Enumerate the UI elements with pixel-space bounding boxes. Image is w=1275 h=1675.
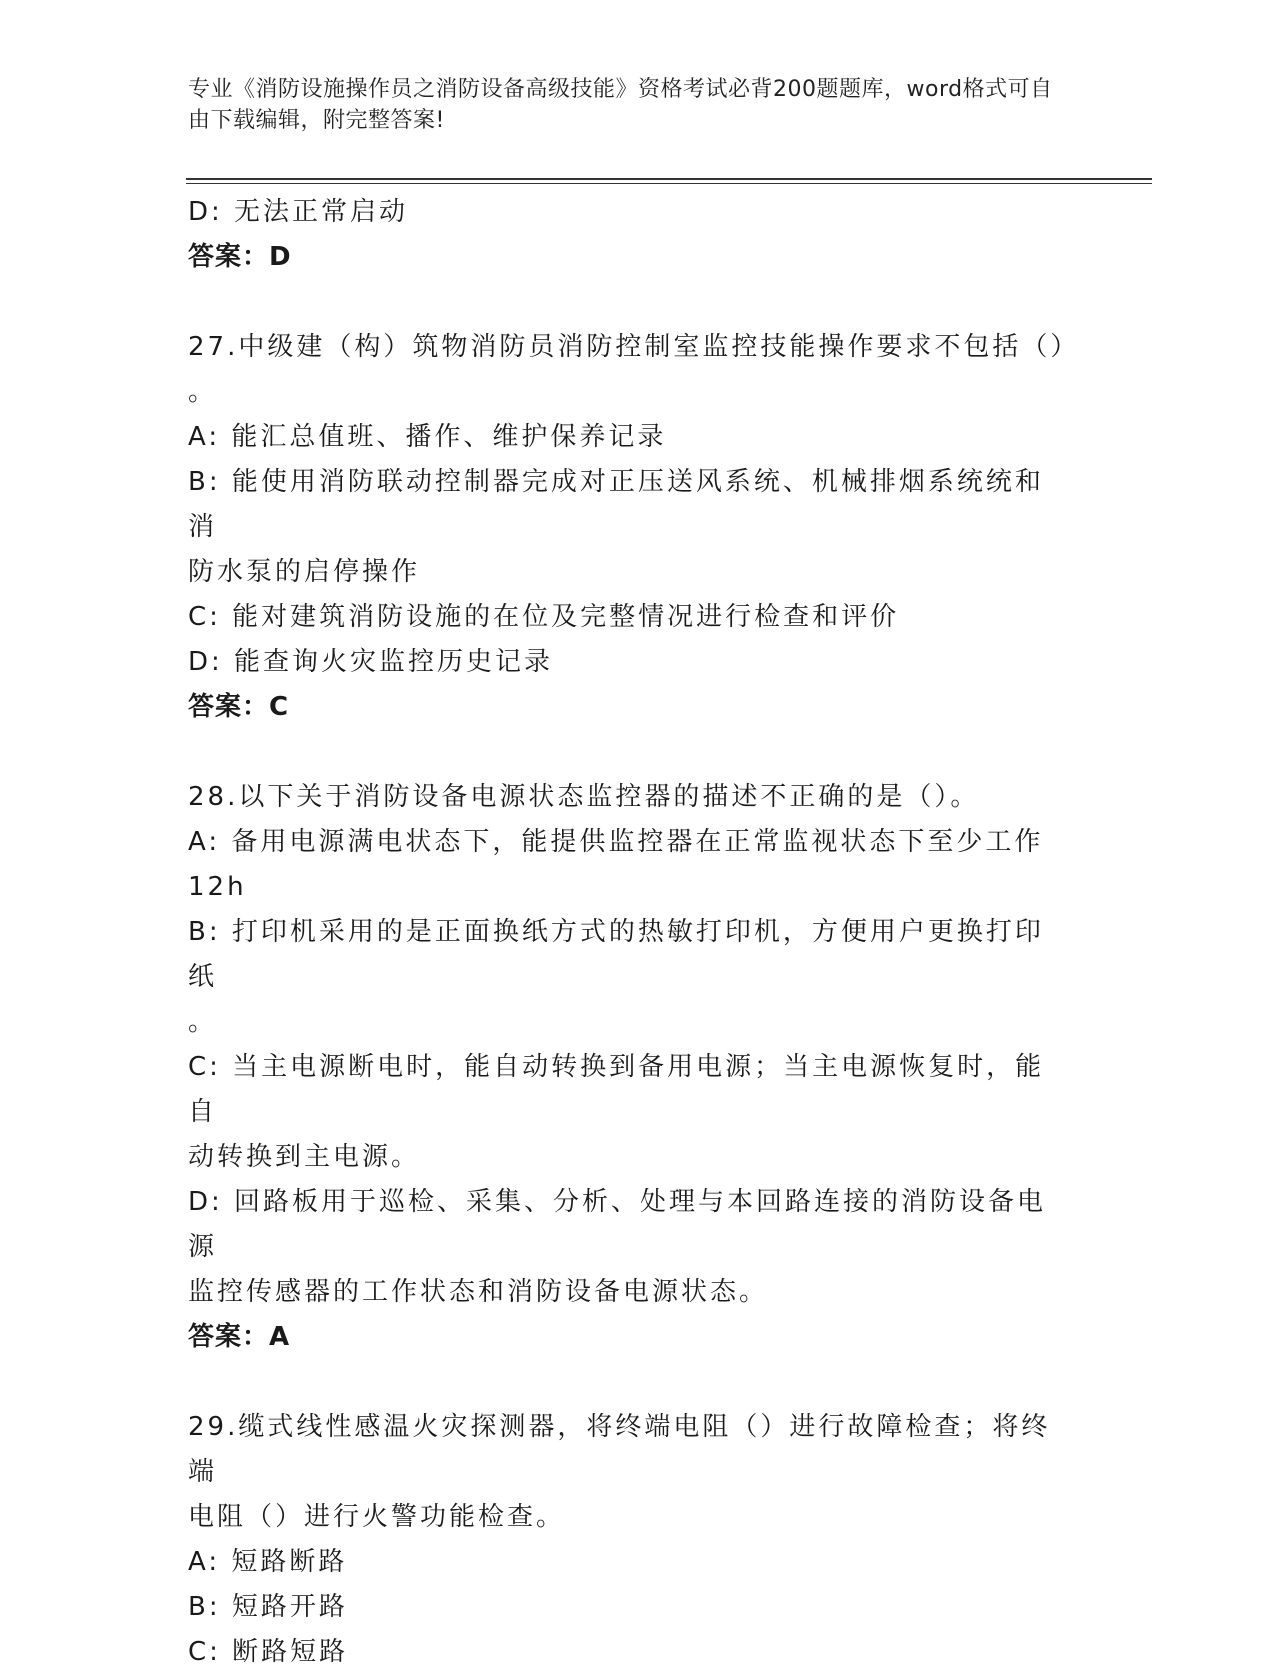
question-stem-continued: 电阻（）进行火警功能检查。	[188, 1502, 566, 1532]
question-stem: 27.中级建（构）筑物消防员消防控制室监控技能操作要求不包括（）	[188, 332, 1080, 362]
option-a-continued: 12h	[188, 872, 247, 902]
answer-line: 答案：D	[188, 242, 292, 272]
question-stem-continued: 。	[188, 377, 218, 407]
option-c-continued: 动转换到主电源。	[188, 1142, 421, 1172]
option-c: C: 能对建筑消防设施的在位及完整情况进行检查和评价	[188, 602, 900, 632]
answer-line: 答案：A	[188, 1322, 291, 1352]
option-a: A: 短路断路	[188, 1547, 348, 1577]
option-a: A: 备用电源满电状态下，能提供监控器在正常监视状态下至少工作	[188, 827, 1044, 857]
option-b: B: 打印机采用的是正面换纸方式的热敏打印机，方便用户更换打印纸	[188, 917, 1044, 992]
answer-line: 答案：C	[188, 692, 290, 722]
question-stem: 29.缆式线性感温火灾探测器，将终端电阻（）进行故障检查；将终端	[188, 1412, 1051, 1487]
option-b: B: 能使用消防联动控制器完成对正压送风系统、机械排烟系统统和消	[188, 467, 1044, 542]
question-27	[188, 325, 1080, 730]
option-d: D: 回路板用于巡检、采集、分析、处理与本回路连接的消防设备电源	[188, 1187, 1047, 1262]
option-b: B: 短路开路	[188, 1592, 348, 1622]
option-c: C: 断路短路	[188, 1637, 349, 1667]
option-d: D: 无法正常启动	[188, 197, 409, 227]
option-c: C: 当主电源断电时，能自动转换到备用电源；当主电源恢复时，能自	[188, 1052, 1045, 1127]
header-divider-thick	[186, 178, 1152, 180]
option-d-continued: 监控传感器的工作状态和消防设备电源状态。	[188, 1277, 769, 1307]
document-body	[188, 190, 1080, 1675]
header-divider-thin	[186, 183, 1152, 184]
question-stem: 28.以下关于消防设备电源状态监控器的描述不正确的是（）。	[188, 782, 980, 812]
option-d: D: 能查询火灾监控历史记录	[188, 647, 554, 677]
option-b-continued: 防水泵的启停操作	[188, 557, 421, 587]
question-gap	[188, 280, 1068, 325]
question-28	[188, 775, 1068, 1360]
question-gap	[188, 730, 1068, 775]
document-header: 专业《消防设施操作员之消防设备高级技能》资格考试必背200题题库，word格式可自由下载编辑，附完整答案!	[188, 77, 1053, 133]
question-gap	[188, 1360, 1068, 1405]
option-a: A: 能汇总值班、播作、维护保养记录	[188, 422, 667, 452]
option-b-continued: 。	[188, 1007, 218, 1037]
question-29	[188, 1405, 1068, 1675]
